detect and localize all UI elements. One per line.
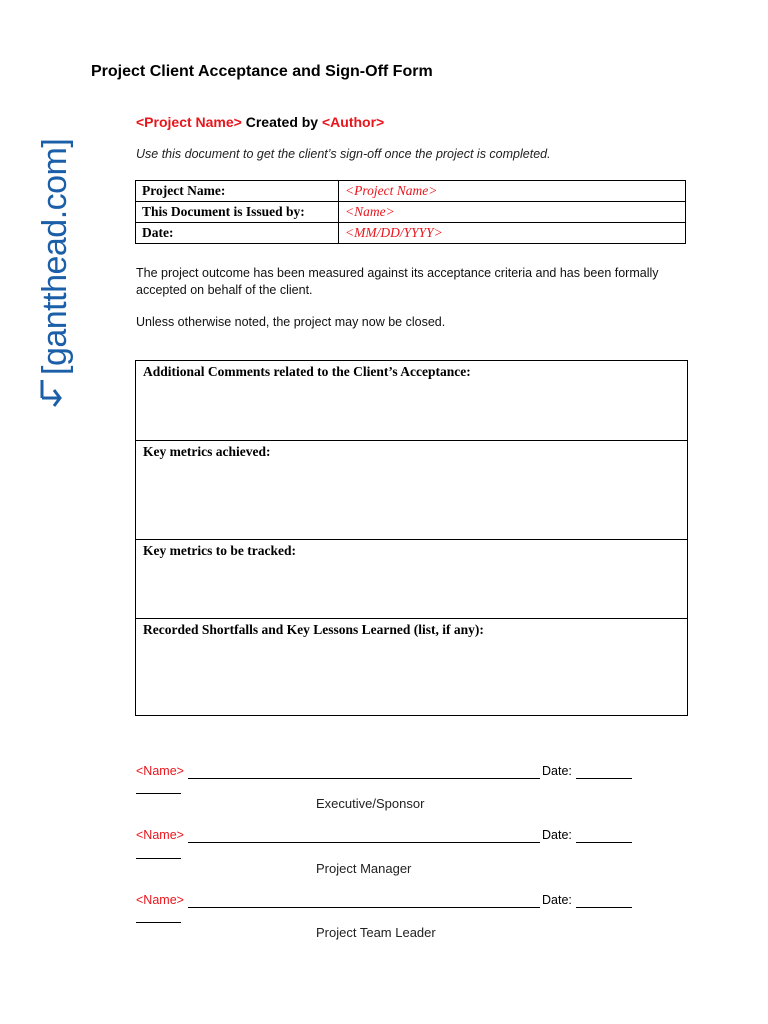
author-placeholder: <Author> [321, 114, 385, 130]
section-additional-comments[interactable] [135, 360, 688, 441]
info-value[interactable]: <Name> [339, 202, 686, 223]
info-value[interactable]: <Project Name> [339, 181, 686, 202]
created-by-label: Created by [241, 114, 322, 130]
intro-text: Use this document to get the client’s sign-off once the project is completed. [136, 147, 551, 161]
info-row-issued-by [136, 202, 686, 223]
created-by-line [136, 114, 384, 130]
signature-name-placeholder: <Name> [136, 764, 184, 778]
signature-name-placeholder: <Name> [136, 893, 184, 907]
signature-role: Project Team Leader [316, 925, 436, 940]
signature-line[interactable] [188, 842, 540, 843]
signature-line[interactable] [188, 907, 540, 908]
acceptance-paragraph: The project outcome has been measured against its acceptance criteria and has been formally accepted on behalf of the client. [136, 266, 659, 297]
project-info-table [135, 180, 686, 244]
signature-date-line[interactable] [576, 842, 632, 843]
info-label: This Document is Issued by: [136, 202, 339, 223]
logo-arrow-icon [42, 380, 60, 406]
info-row-project-name [136, 181, 686, 202]
page-title: Project Client Acceptance and Sign-Off Form [91, 63, 433, 80]
signature-name-placeholder: <Name> [136, 828, 184, 842]
info-row-date [136, 223, 686, 244]
logo-graphic [20, 50, 80, 410]
signature-role: Executive/Sponsor [316, 796, 425, 811]
signature-date-label: Date: [542, 828, 572, 842]
section-heading: Additional Comments related to the Client’s Acceptance: [143, 364, 471, 379]
signature-date-line-continued [136, 793, 181, 794]
closure-paragraph: Unless otherwise noted, the project may now be closed. [136, 315, 446, 329]
project-name-placeholder: <Project Name> [136, 114, 242, 130]
signature-date-line-continued [136, 858, 181, 859]
gantthead-logo [20, 50, 80, 410]
info-label: Project Name: [136, 181, 339, 202]
signature-role: Project Manager [316, 861, 412, 876]
section-heading: Recorded Shortfalls and Key Lessons Learned (list, if any): [143, 622, 484, 637]
signature-date-line-continued [136, 922, 181, 923]
signature-date-label: Date: [542, 893, 572, 907]
signature-line[interactable] [188, 778, 540, 779]
signature-date-label: Date: [542, 764, 572, 778]
section-key-metrics-tracked[interactable] [135, 540, 688, 619]
signature-date-line[interactable] [576, 907, 632, 908]
signature-date-line[interactable] [576, 778, 632, 779]
section-key-metrics-achieved[interactable] [135, 441, 688, 540]
logo-text: [gantthead.com] [36, 138, 74, 375]
info-value[interactable]: <MM/DD/YYYY> [339, 223, 686, 244]
section-heading: Key metrics to be tracked: [143, 543, 296, 558]
section-shortfalls-lessons[interactable] [135, 619, 688, 716]
info-label: Date: [136, 223, 339, 244]
section-heading: Key metrics achieved: [143, 444, 271, 459]
